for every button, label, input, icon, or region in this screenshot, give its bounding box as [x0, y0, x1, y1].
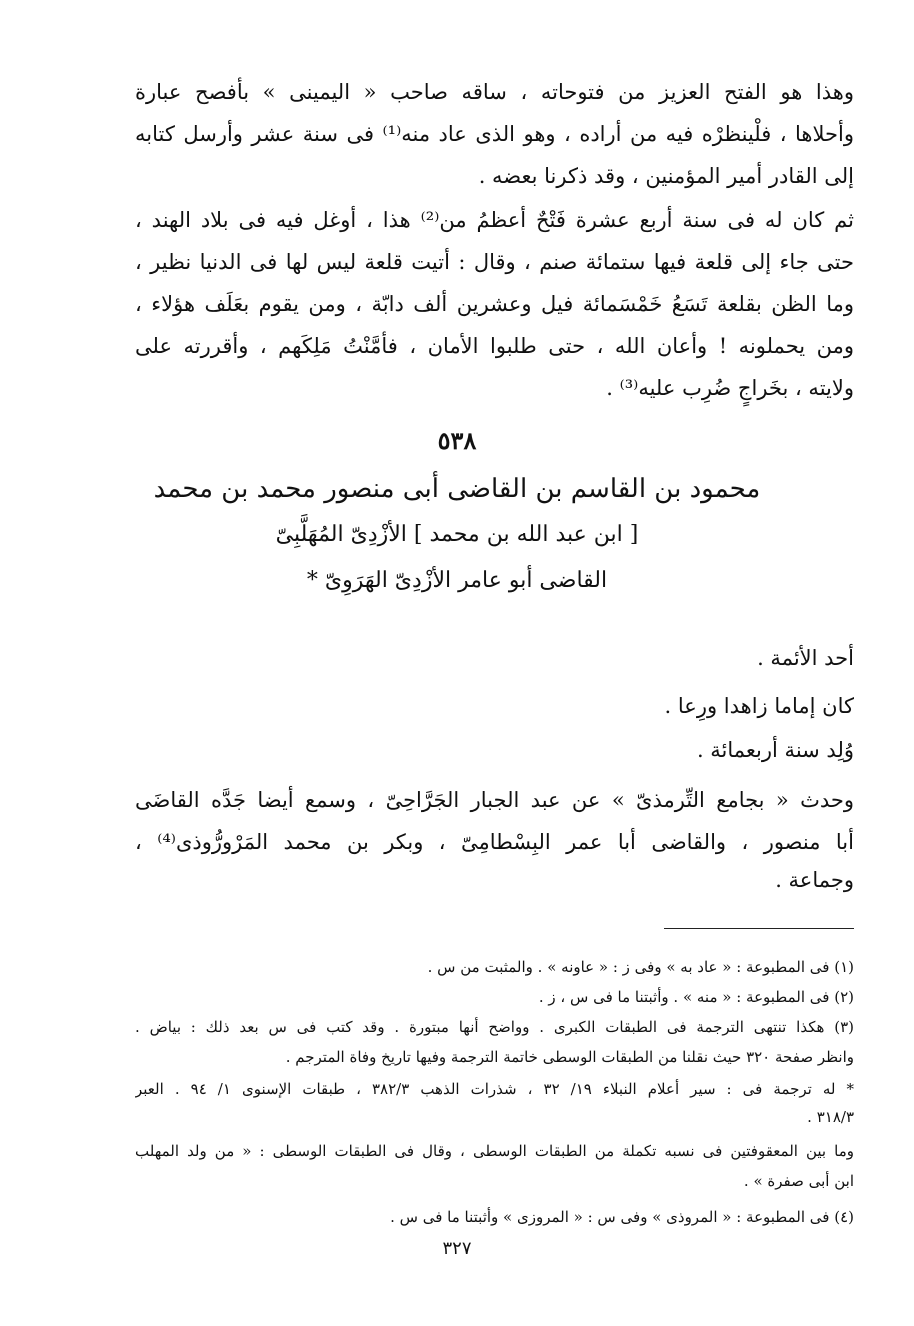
- footnote-line: (٢) فى المطبوعة : « منه » . وأثبتنا ما فى س ، ز .: [538, 988, 854, 1006]
- body-text-line: حتى جاء إلى قلعة فيها ستمائة صنم ، وقال : أتيت قلعة ليس لها فى الدنيا نظير ،: [135, 250, 854, 274]
- footnote-line: وانظر صفحة ٣٢٠ حيث نقلنا من الطبقات الوسطى خاتمة الترجمة وفيها تاريخ وفاة المترجم .: [285, 1048, 854, 1066]
- footnote-separator: [664, 928, 854, 929]
- entry-name-line-2: [ ابن عبد الله بن محمد ] الأزْدِىّ المُهَلَّبِىّ: [275, 522, 639, 547]
- body-text-line: ثم كان له فى سنة أربع عشرة فَتْحٌ أعظمُ من⁽²⁾ هذا ، أوغل فيه فى بلاد الهند ،: [135, 208, 854, 232]
- entry-name-line-3: القاضى أبو عامر الأزْدِىّ الهَرَوِىّ *: [306, 568, 608, 593]
- footnote-line: (٣) هكذا تنتهى الترجمة فى الطبقات الكبرى . وواضح أنها مبتورة . وقد كتب فى س بعد ذلك : بياض .: [135, 1018, 854, 1036]
- body-text-line: وجماعة .: [775, 868, 854, 892]
- body-text-line: ومن يحملونه ! وأعان الله ، حتى طلبوا الأمان ، فأمَّنْتُ مَلِكَهم ، وأقررته على: [135, 334, 854, 358]
- body-text-line: وما الظن بقلعة تَسَعُ خَمْسَمائة فيل وعشرين ألف دابّة ، ومن يقوم بعَلَف هؤلاء ،: [135, 292, 854, 316]
- body-text-line: أبا منصور ، والقاضى أبا عمر البِسْطامِىّ ، وبكر بن محمد المَرْورُّوذى⁽⁴⁾ ،: [135, 830, 854, 854]
- footnote-line: (١) فى المطبوعة : « عاد به » وفى ز : « عاونه » . والمثبت من س .: [427, 958, 854, 976]
- footnote-line: * له ترجمة فى : سير أعلام النبلاء ١٩/ ٣٢ ، شذرات الذهب ٣٨٢/٣ ، طبقات الإسنوى ١/ ٩٤ . العبر: [135, 1080, 854, 1098]
- page-number: ٣٢٧: [442, 1238, 472, 1259]
- body-text-line: إلى القادر أمير المؤمنين ، وقد ذكرنا بعضه .: [478, 164, 854, 188]
- body-text-line: وأحلاها ، فلْينظرْه فيه من أراده ، وهو الذى عاد منه⁽¹⁾ فى سنة عشر وأرسل كتابه: [135, 122, 854, 146]
- footnote-line: ٣١٨/٣ .: [807, 1108, 854, 1126]
- entry-number: ٥٣٨: [437, 426, 477, 455]
- body-text-line: أحد الأئمة .: [757, 646, 854, 670]
- footnote-line: (٤) فى المطبوعة : « المروذى » وفى س : « المروزى » وأثبتنا ما فى س .: [390, 1208, 854, 1226]
- body-text-line: وُلِد سنة أربعمائة .: [696, 738, 854, 762]
- footnote-line: وما بين المعقوفتين فى نسبه تكملة من الطبقات الوسطى ، وقال فى الطبقات الوسطى : « من ولد المهلب: [135, 1142, 854, 1160]
- body-text-line: كان إماما زاهدا ورِعا .: [664, 694, 854, 718]
- entry-name-line-1: محمود بن القاسم بن القاضى أبى منصور محمد بن محمد: [153, 474, 761, 504]
- body-text-line: ولايته ، بخَراجٍ ضُرِب عليه⁽³⁾ .: [606, 376, 854, 400]
- body-text-line: وحدث « بجامع التِّرمذىّ » عن عبد الجبار الجَرَّاحِىّ ، وسمع أيضا جَدَّه القاضَى: [135, 788, 854, 812]
- body-text-line: وهذا هو الفتح العزيز من فتوحاته ، ساقه صاحب « اليمينى » بأفصح عبارة: [135, 80, 854, 104]
- footnote-line: ابن أبى صفرة » .: [743, 1172, 854, 1190]
